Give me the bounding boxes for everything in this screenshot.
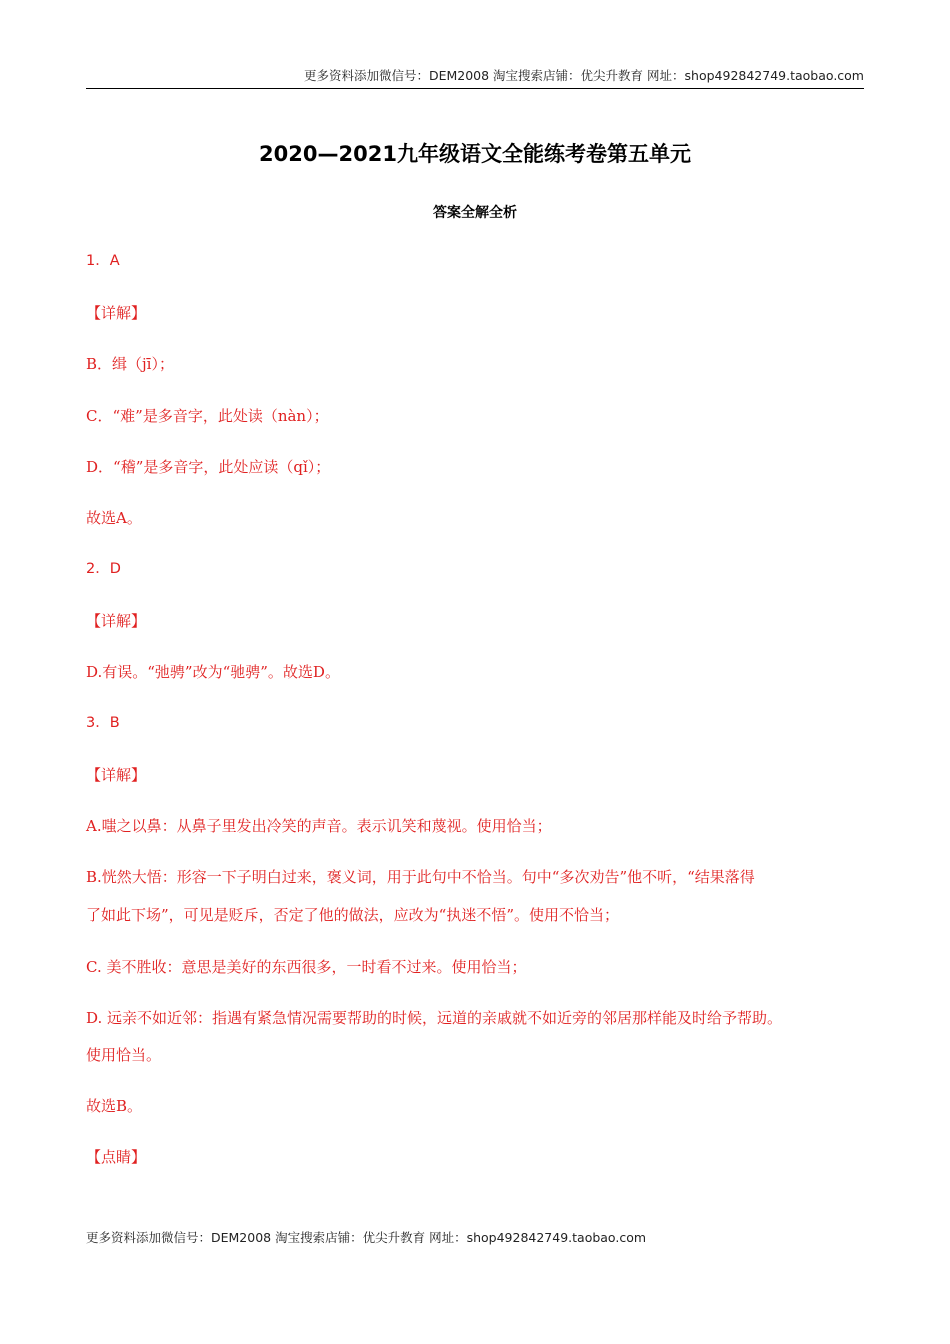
question-3-conclusion: 故选B。 xyxy=(86,1097,143,1115)
question-1-detail-heading: 【详解】 xyxy=(86,304,147,322)
question-3-answer: 3．B xyxy=(86,715,120,731)
question-3-detail-heading: 【详解】 xyxy=(86,766,147,784)
question-1-option-d: D．“稽”是多音字，此处应读（qǐ）； xyxy=(86,458,331,476)
question-1-answer: 1．A xyxy=(86,253,120,269)
page-footer: 更多资料添加微信号：DEM2008 淘宝搜索店铺：优尖升教育 网址：shop492842749.taobao.com xyxy=(86,1230,647,1245)
question-2-explanation: D.有误。“弛骋”改为“驰骋”。故选D。 xyxy=(86,663,340,681)
question-3-option-b-line1: B.恍然大悟：形容一下子明白过来，褒义词，用于此句中不恰当。句中“多次劝告”他不听，“结果落得 xyxy=(86,868,755,886)
document-subtitle: 答案全解全析 xyxy=(433,205,517,221)
question-3-option-c: C. 美不胜收：意思是美好的东西很多，一时看不过来。使用恰当； xyxy=(86,958,527,976)
question-1-option-b: B．缉（jī）； xyxy=(86,355,174,373)
question-2-detail-heading: 【详解】 xyxy=(86,612,147,630)
question-2-answer: 2．D xyxy=(86,561,121,577)
document-title: 2020—2021九年级语文全能练考卷第五单元 xyxy=(259,142,691,166)
page-header: 更多资料添加微信号：DEM2008 淘宝搜索店铺：优尖升教育 网址：shop492842749.taobao.com xyxy=(303,68,864,83)
question-3-option-a: A.嗤之以鼻：从鼻子里发出冷笑的声音。表示讥笑和蔑视。使用恰当； xyxy=(86,817,552,835)
question-3-tip-heading: 【点睛】 xyxy=(86,1148,147,1166)
question-1-conclusion: 故选A。 xyxy=(86,509,142,527)
question-3-option-d-line1: D. 远亲不如近邻：指遇有紧急情况需要帮助的时候，远道的亲戚就不如近旁的邻居那样能及时给予帮助。 xyxy=(86,1009,783,1027)
question-1-option-c: C．“难”是多音字，此处读（nàn）； xyxy=(86,407,329,425)
header-divider xyxy=(86,88,864,89)
question-3-option-d-line2: 使用恰当。 xyxy=(86,1046,162,1064)
question-3-option-b-line2: 了如此下场”，可见是贬斥，否定了他的做法，应改为“执迷不悟”。使用不恰当； xyxy=(86,906,620,924)
